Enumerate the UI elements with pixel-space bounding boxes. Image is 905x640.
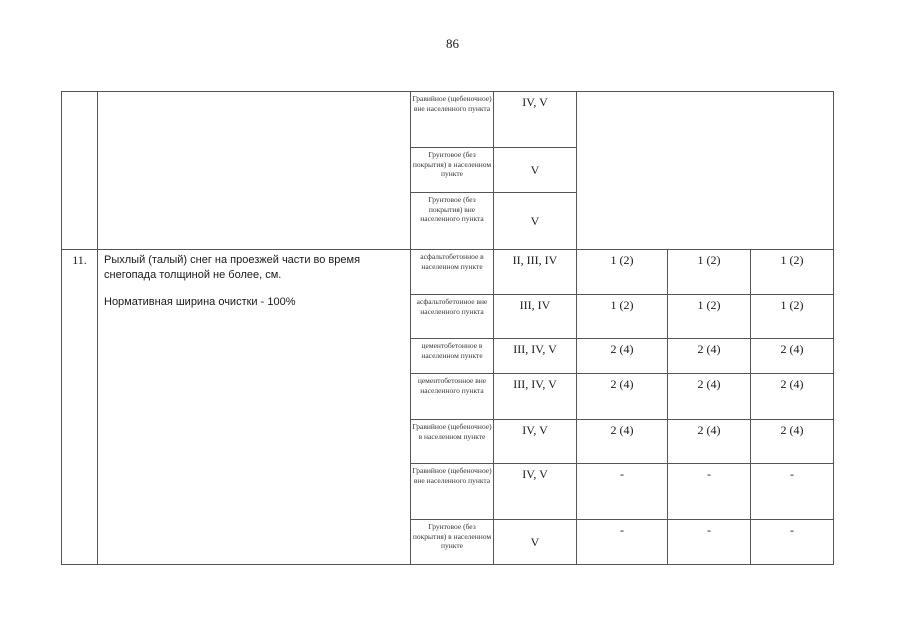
value-cell: 2 (4) (577, 420, 668, 464)
regulation-table (61, 91, 834, 565)
surface-type-cell: цементобетонное в населенном пункте (411, 339, 494, 374)
item-description-cell (98, 250, 411, 565)
road-category-cell: V (494, 148, 577, 193)
empty-number-cell (62, 92, 98, 250)
item-number: 11. (62, 250, 98, 565)
surface-type-cell: цементобетонное вне населенного пункта (411, 374, 494, 420)
value-cell: - (577, 520, 668, 565)
surface-type-cell: асфальтобетонное вне населенного пункта (411, 295, 494, 339)
value-cell: 1 (2) (668, 295, 751, 339)
page-number: 86 (446, 36, 459, 51)
normative-width: Нормативная ширина очистки - 100% (104, 296, 296, 308)
value-cell: 1 (2) (577, 250, 668, 295)
surface-type-cell: Гравийное (щебеночное) вне населенного пункта (411, 464, 494, 520)
value-cell: 1 (2) (577, 295, 668, 339)
empty-description-cell (98, 92, 411, 250)
value-cell: - (668, 464, 751, 520)
empty-values-cell (577, 92, 834, 250)
value-cell: 2 (4) (668, 339, 751, 374)
value-cell: 2 (4) (577, 374, 668, 420)
value-cell: 2 (4) (751, 339, 834, 374)
value-cell: - (577, 464, 668, 520)
value-cell: 2 (4) (668, 420, 751, 464)
value-cell: 2 (4) (751, 420, 834, 464)
value-cell: - (751, 520, 834, 565)
value-cell: 1 (2) (751, 250, 834, 295)
value-cell: 1 (2) (751, 295, 834, 339)
road-category-cell: II, III, IV (494, 250, 577, 295)
road-category-cell: III, IV, V (494, 339, 577, 374)
surface-type-cell: Грунтовое (без покрытия) в населенном пункте (411, 148, 494, 193)
surface-type-cell: Грунтовое (без покрытия) в населенном пункте (411, 520, 494, 565)
value-cell: - (751, 464, 834, 520)
surface-type-cell: Гравийное (щебеночное) в населенном пункте (411, 420, 494, 464)
value-cell: 2 (4) (751, 374, 834, 420)
road-category-cell: V (494, 193, 577, 250)
surface-type-cell: асфальтобетонное в населенном пункте (411, 250, 494, 295)
road-category-cell: IV, V (494, 464, 577, 520)
surface-type-cell: Грунтовое (без покрытия) вне населенного пункта (411, 193, 494, 250)
road-category-cell: III, IV, V (494, 374, 577, 420)
road-category-cell: IV, V (494, 92, 577, 148)
table-row (62, 92, 834, 148)
item-description: Рыхлый (талый) снег на проезжей части во время снегопада толщиной не более, см. (104, 254, 361, 281)
value-cell: - (668, 520, 751, 565)
road-category-cell: IV, V (494, 420, 577, 464)
table-row (62, 250, 834, 295)
value-cell: 1 (2) (668, 250, 751, 295)
surface-type-cell: Гравийное (щебеночное) вне населенного пункта (411, 92, 494, 148)
value-cell: 2 (4) (668, 374, 751, 420)
road-category-cell: V (494, 520, 577, 565)
road-category-cell: III, IV (494, 295, 577, 339)
value-cell: 2 (4) (577, 339, 668, 374)
